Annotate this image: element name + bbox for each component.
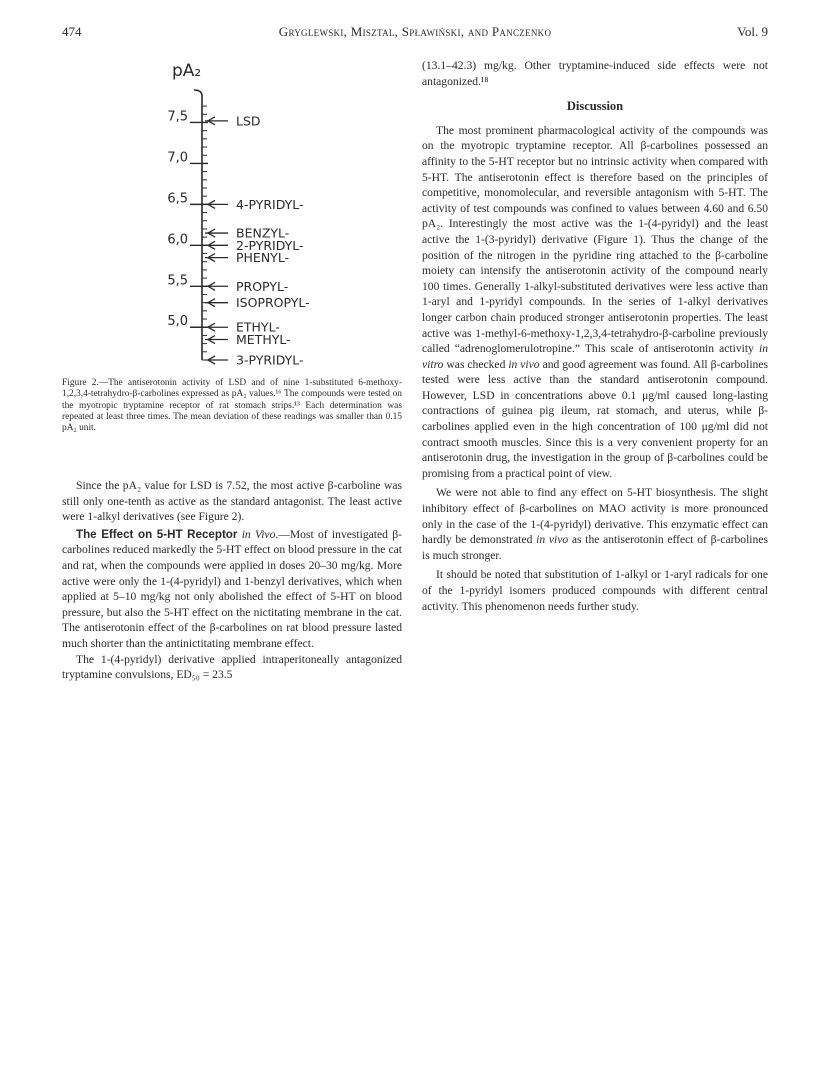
- tick-label: 7,0: [167, 150, 188, 166]
- section-heading-italic: in Vivo: [241, 527, 276, 541]
- tick-label: 6,5: [167, 191, 188, 207]
- section-paragraph: [62, 527, 402, 652]
- paragraph: The 1-(4-pyridyl) derivative applied intraperitoneally antagonized tryptamine convulsions, ED₅₀ = 23.5: [62, 652, 402, 682]
- paragraph: [422, 123, 768, 482]
- page-number: 474: [62, 24, 82, 39]
- running-authors: Gryglewski, Misztal, Spławiński, and Panczenko: [278, 24, 552, 39]
- right-column: [422, 58, 768, 614]
- italic-term: in vivo: [508, 357, 540, 371]
- tick-label: 5,0: [167, 314, 188, 330]
- compound-markers: [205, 113, 310, 367]
- section-heading: The Effect on 5-HT Receptor: [76, 527, 238, 541]
- volume-label: Vol. 9: [737, 24, 768, 39]
- section-heading-discussion: Discussion: [566, 99, 624, 114]
- italic-term: in vitro: [422, 342, 768, 371]
- section-heading-end: .—: [275, 527, 290, 541]
- compound-label: PROPYL-: [236, 278, 289, 294]
- paragraph-text: and good agreement was found. All β-carbolines tested were less active than the standard antiserotonin compound. However, LSD in concentrations above 0.1 μg/ml caused long-lasting contractions of guinea pig ileum, rat stomach, and uterus, while β-carbolines applied even in the high concentration of 100 μg/ml did not contract smooth muscles. Since this is a very convenient property for an antiserotonin drug, the investigation in the group of β-carbolines could be promising from a practical point of view.: [422, 357, 768, 480]
- axis-title-text: pA₂: [172, 61, 202, 81]
- italic-term: in vivo: [536, 533, 569, 547]
- compound-label: 3-PYRIDYL-: [236, 352, 304, 368]
- figure-caption-text: Figure 2.—The antiserotonin activity of LSD and of nine 1-substituted 6-methoxy-1,2,3,4-tetrahydro-β-carbolines expressed as pA₂ values.¹⁶ The compounds were tested on the myotropic tryptamine receptor of rat stomach strips.¹³ Each determination was repeated at least three times. The mean deviation of these readings was smaller than 0.15 pA₂ unit.: [62, 378, 402, 434]
- axis-title: [172, 61, 201, 81]
- compound-label: 2-PYRIDYL-: [236, 237, 304, 253]
- paragraph-text: as the antiserotonin effect of β-carbolines is much stronger.: [422, 533, 768, 562]
- tick-label: 5,5: [167, 273, 188, 289]
- paragraph-text: We were not able to find any effect on 5-HT biosynthesis. The slight inhibitory effect of β-carbolines on MAO activity is more pronounced only in the case of the 1-(4-pyridyl) derivative. This enzymatic effect can hardly be demonstrated: [422, 486, 768, 547]
- compound-label: PHENYL-: [236, 250, 290, 266]
- paragraph: It should be noted that substitution of 1-alkyl or 1-aryl radicals for one of the 1-pyridyl isomers produced compounds with different central activity. This phenomenon needs further study.: [422, 568, 768, 613]
- pa2-axis: [194, 90, 202, 360]
- paragraph-text: was checked: [446, 357, 506, 371]
- figure-caption: [62, 378, 402, 434]
- figure-2-pa2-scale: [150, 58, 380, 378]
- paragraph-body: Most of investigated β-carbolines reduced markedly the 5-HT effect on blood pressure in the cat and rat, when the compounds were applied in doses 20–30 mg/kg. More active were only the 1-(4-pyridyl) and 1-benzyl derivatives, which when applied at 5–10 mg/kg not only abolished the effect of 5-HT on blood pressure, but also the 5-HT effect on the nictitating membrane in the cat. The antiserotonin effect of the β-carbolines on rat blood pressure lasted much shorter than the antinictitating membrane effect.: [62, 527, 402, 650]
- compound-label: ISOPROPYL-: [236, 295, 310, 311]
- paragraph: Since the pA₂ value for LSD is 7.52, the most active β-carboline was still only one-tenth as active as the standard antagonist. The least active were 1-alkyl derivatives (see Figure 2).: [62, 479, 402, 524]
- compound-label: LSD: [236, 113, 261, 129]
- compound-label: METHYL-: [236, 332, 291, 348]
- tick-label: 6,0: [167, 232, 188, 248]
- compound-label: 4-PYRIDYL-: [236, 196, 304, 212]
- page-header: [62, 24, 768, 44]
- paragraph-text: The most prominent pharmacological activity of the compounds was on the myotropic tryptamine receptor. All β-carbolines possessed an affinity to the 5-HT receptor but no intrinsic activity when compared with 5-HT. The antiserotonin effect is therefore based on the principles of competitive, monomolecular, and reversible antagonism with 5-HT. The activity of test compounds was confined to values between 4.60 and 6.50 pA₂. Interestingly the most active was the 1-(4-pyridyl) and the least active the 1-(3-pyridyl) derivative (Figure 1). Thus the change of the position of the nitrogen in the pyridine ring attached to the β-carboline moiety can intensify the antiserotonin activity of the compound nearly 100 times. Generally 1-alkyl-substituted derivatives were less active than 1-aryl and 1-pyridyl compounds. In the series of 1-alkyl derivatives longer carbon chain produced stronger antiserotonin properties. The least active was 1-methyl-6-methoxy-1,2,3,4-tetrahydro-β-carboline previously called “adrenoglomerulotropine.” This scale of antiserotonin activity: [422, 123, 768, 356]
- tick-label: 7,5: [167, 109, 188, 125]
- left-column: [62, 478, 402, 683]
- paragraph-continuation: (13.1–42.3) mg/kg. Other tryptamine-induced side effects were not antagonized.¹⁸: [422, 59, 768, 88]
- axis-line: [194, 90, 202, 360]
- paragraph: [422, 485, 768, 563]
- compound-label: ETHYL-: [236, 319, 280, 335]
- compound-label: BENZYL-: [236, 225, 290, 241]
